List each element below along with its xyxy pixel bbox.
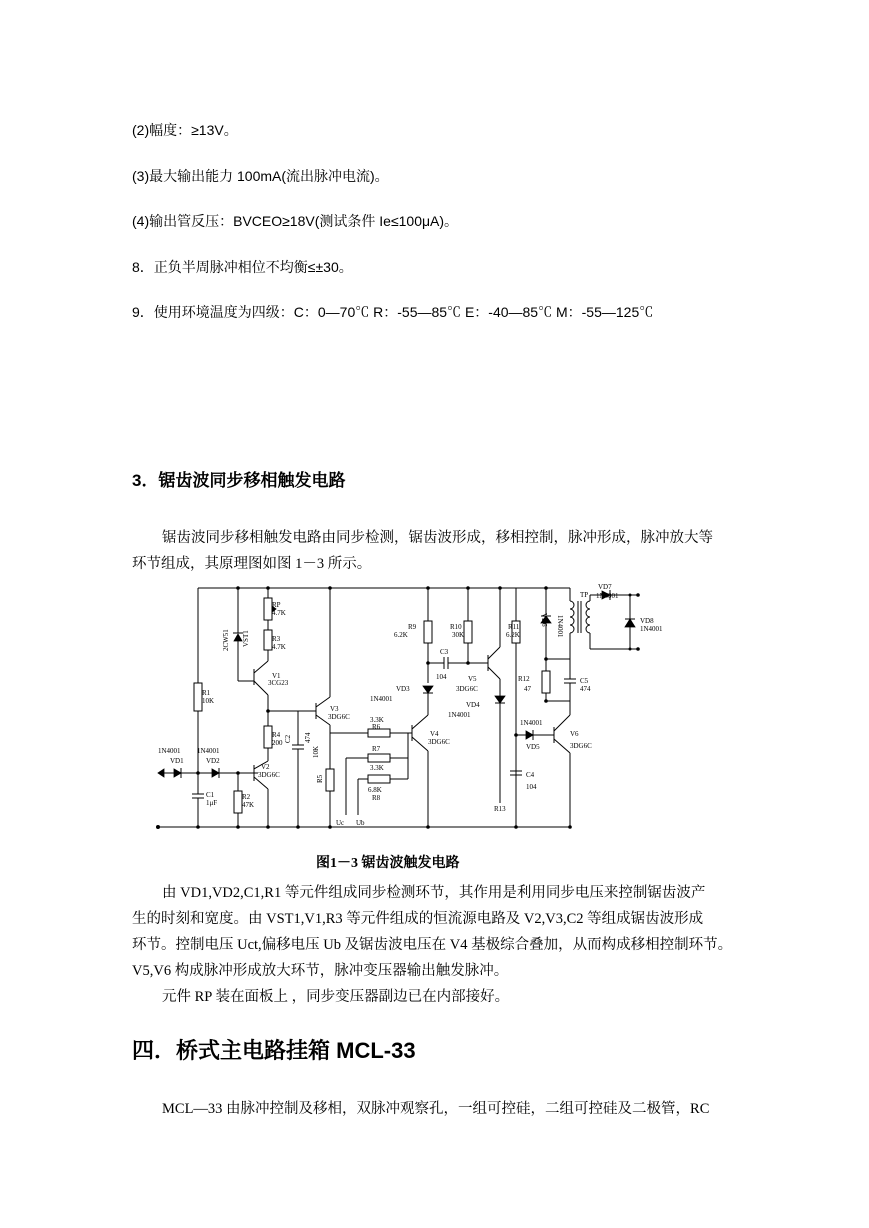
vd8-type: 1N4001 [640, 625, 663, 633]
circuit-diagram [150, 583, 663, 833]
c3-value: 104 [436, 673, 447, 681]
tp-label: TP [580, 591, 589, 599]
rp-label: RP [272, 601, 281, 609]
r11-value: 6.2K [506, 631, 520, 639]
figure-caption: 图1－3 锯齿波触发电路 [316, 856, 460, 871]
paragraph-line: 生的时刻和宽度。由 VST1,V1,R3 等元件组成的恒流源电路及 V2,V3,C2 等组成锯齿波形成 [132, 911, 704, 927]
c1-label: C1 [206, 791, 215, 799]
v2-type: 3DG6C [258, 771, 280, 779]
r4-label: R4 [272, 731, 281, 739]
r1-value: 10K [202, 697, 215, 705]
v5-type: 3DG6C [456, 685, 478, 693]
r2-value: 47K [242, 801, 255, 809]
v4-type: 3DG6C [428, 738, 450, 746]
r4-value: 200 [272, 739, 283, 747]
v2-label: V2 [261, 763, 270, 771]
vd7-label: VD7 [598, 583, 612, 591]
r2-label: R2 [242, 793, 251, 801]
r12-label: R12 [518, 675, 530, 683]
spec-item: (2)幅度：≥13V。 [132, 122, 238, 138]
r13-label: R13 [494, 805, 506, 813]
r8-label: R8 [372, 794, 381, 802]
spec-item: (3)最大输出能力 100mA(流出脉冲电流)。 [132, 168, 389, 184]
vd8-label: VD8 [640, 617, 654, 625]
r8-value: 6.8K [368, 786, 382, 794]
v1-label: V1 [272, 672, 281, 680]
uc-label: Uc [336, 819, 345, 827]
paragraph-line: 由 VD1,VD2,C1,R1 等元件组成同步检测环节，其作用是利用同步电压来控制锯齿波产 [162, 885, 706, 901]
vst-type: 2CW51 [222, 629, 230, 651]
vd4-label: VD4 [466, 701, 480, 709]
v4-label: V4 [430, 730, 439, 738]
c2-label: C2 [284, 734, 292, 743]
r6-label: R6 [372, 723, 381, 731]
c2-value: 474 [304, 732, 312, 743]
paragraph-line: V5,V6 构成脉冲形成放大环节，脉冲变压器输出触发脉冲。 [132, 963, 509, 979]
c4-label: C4 [526, 771, 535, 779]
c3-label: C3 [440, 648, 449, 656]
r11-label: R11 [508, 623, 520, 631]
vd2-label: VD2 [206, 757, 220, 765]
r1-label: R1 [202, 689, 211, 697]
spec-item: 9．使用环境温度为四级：C：0—70℃ R：-55—85℃ E：-40—85℃ M：-55—125℃ [132, 304, 654, 320]
v3-type: 3DG6C [328, 713, 350, 721]
ub-label: Ub [356, 819, 365, 827]
vd5-label: VD5 [526, 743, 540, 751]
spec-item: (4)输出管反压：BVCEO≥18V(测试条件 Ie≤100μA)。 [132, 213, 459, 229]
r10-value: 30K [452, 631, 465, 639]
vd6-label: VD6 [540, 613, 548, 627]
paragraph-line: MCL—33 由脉冲控制及移相，双脉冲观察孔，一组可控硅，二组可控硅及二极管，RC [162, 1101, 710, 1117]
v6-type: 3DG6C [570, 742, 592, 750]
v5-label: V5 [468, 675, 477, 683]
vd1-type: 1N4001 [158, 747, 181, 755]
vd1-label: VD1 [170, 757, 184, 765]
vd4-type: 1N4001 [448, 711, 471, 719]
paragraph-line: 环节组成，其原理图如图 1－3 所示。 [132, 556, 372, 572]
v6-label: V6 [570, 730, 579, 738]
v1-type: 3CG23 [268, 679, 289, 687]
vd6-type: 1N4001 [556, 615, 564, 638]
spec-item: 8．正负半周脉冲相位不均衡≤±30。 [132, 259, 353, 275]
section-heading: 四．桥式主电路挂箱 MCL-33 [132, 1038, 416, 1063]
c4-value: 104 [526, 783, 537, 791]
paragraph-line: 环节。控制电压 Uct,偏移电压 Ub 及锯齿波电压在 V4 基极综合叠加，从而构成移相控制环节。 [132, 937, 733, 953]
r12-value: 47 [524, 685, 531, 693]
r7-label: R7 [372, 745, 381, 753]
rp-value: 4.7K [272, 609, 286, 617]
r10-label: R10 [450, 623, 462, 631]
vd2-type: 1N4001 [197, 747, 220, 755]
paragraph-line: 锯齿波同步移相触发电路由同步检测，锯齿波形成，移相控制，脉冲形成，脉冲放大等 [162, 530, 713, 546]
vst-label: VST1 [242, 630, 250, 647]
section-heading: 3．锯齿波同步移相触发电路 [132, 471, 346, 490]
c1-value: 1μF [206, 799, 218, 807]
c5-label: C5 [580, 677, 589, 685]
vd3-label: VD3 [396, 685, 410, 693]
r9-label: R9 [408, 623, 417, 631]
r5-label: R5 [316, 774, 324, 783]
vd7-type: 1N4001 [596, 592, 619, 600]
vd3-type: 1N4001 [370, 695, 393, 703]
r9-value: 6.2K [394, 631, 408, 639]
r6-value: 3.3K [370, 716, 384, 724]
paragraph-line: 元件 RP 装在面板上 ，同步变压器副边已在内部接好。 [162, 989, 510, 1005]
r7-value: 3.3K [370, 764, 384, 772]
r5-value: 10K [312, 745, 320, 758]
v3-label: V3 [330, 705, 339, 713]
c5-value: 474 [580, 685, 591, 693]
vd5-type: 1N4001 [520, 719, 543, 727]
r3-label: R3 [272, 635, 281, 643]
r3-value: 4.7K [272, 643, 286, 651]
